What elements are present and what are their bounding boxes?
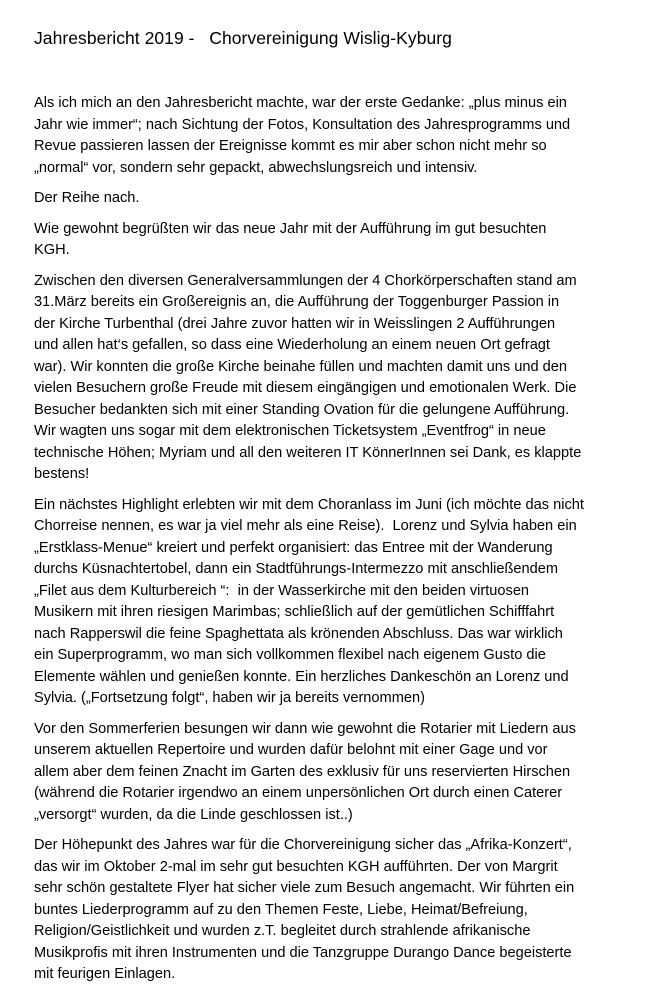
paragraph-line: das wir im Oktober 2-mal im sehr gut besuchten KGH aufführten. Der von Margrit [34, 858, 558, 875]
paragraph-line: der Kirche Turbenthal (drei Jahre zuvor hatten wir in Weisslingen 2 Aufführungen [34, 315, 556, 332]
paragraph-line: (während die Rotarier irgendwo an einem unpersönlichen Ort durch einen Caterer [34, 785, 563, 801]
paragraph-line: durchs Küsnachtertobel, dann ein Stadtführungs-Intermezzo mit anschließendem [34, 561, 559, 577]
paragraph-line: unserem aktuellen Repertoire und wurden dafür belohnt mit einer Gage und vor [34, 742, 548, 758]
paragraph-line: Zwischen den diversen Generalversammlungen der 4 Chorkörperschaften stand am [34, 272, 577, 289]
paragraph-line: Jahr wie immer“; nach Sichtung der Fotos, Konsultation des Jahresprogramms und [34, 116, 571, 133]
paragraph-line: sehr schön gestaltete Flyer hat sicher viele zum Besuch angemacht. Wir führten ein [34, 880, 575, 896]
paragraph-line: und allen hat‘s gefallen, so dass eine Wiederholung an einem neuen Ort gefragt [34, 337, 550, 353]
paragraph-line: ein Superprogramm, wo man sich vollkommen flexibel nach eigenem Gusto die [34, 647, 546, 663]
paragraph-line: technische Höhen; Myriam und all den weiteren IT KönnerInnen sei Dank, es klappte [34, 444, 582, 461]
paragraph [34, 719, 634, 827]
paragraph-line: Chorreise nennen, es war ja viel mehr als eine Reise). Lorenz und Sylvia haben ein [34, 518, 577, 534]
paragraph-line: Religion/Geistlichkeit und wurden z.T. begleitet durch strahlende afrikanische [34, 923, 531, 939]
paragraph-line: Vor den Sommerferien besungen wir dann wie gewohnt die Rotarier mit Liedern aus [34, 720, 576, 737]
paragraph-line: „normal“ vor, sondern sehr gepackt, abwechslungsreich und intensiv. [34, 159, 478, 176]
paragraph-line: allem aber dem feinen Znacht im Garten des exklusiv für uns reservierten Hirschen [34, 763, 571, 780]
paragraph [34, 271, 634, 486]
paragraph-line: Der Reihe nach. [34, 190, 140, 206]
paragraph-line: Wir wagten uns sogar mit dem elektronischen Ticketsystem „Eventfrog“ in neue [34, 423, 546, 439]
paragraph-line: KGH. [34, 242, 70, 258]
paragraph-line: Besucher bedankten sich mit einer Standing Ovation für die gelungene Aufführung. [34, 401, 570, 418]
paragraph-line: buntes Liederprogramm auf zu den Themen Feste, Liebe, Heimat/Befreiung, [34, 901, 528, 918]
paragraph-line: Sylvia. („Fortsetzung folgt“, haben wir ja bereits vernommen) [34, 690, 425, 706]
paragraph-line: war). Wir konnten die große Kirche beinahe füllen und machten damit uns und den [34, 358, 567, 375]
paragraph [34, 495, 634, 710]
paragraph-line: Wie gewohnt begrüßten wir das neue Jahr mit der Aufführung im gut besuchten [34, 220, 547, 237]
paragraph-line: 31.März bereits ein Großereignis an, die Aufführung der Toggenburger Passion in [34, 294, 560, 310]
paragraph-line: Musikern mit ihren riesigen Marimbas; schließlich auf der gemütlichen Schifffahrt [34, 604, 555, 620]
paragraph-line: Revue passieren lassen der Ereignisse kommt es mir aber schon nicht mehr so [34, 138, 547, 154]
paragraph-line: bestens! [34, 466, 90, 482]
paragraph-line: Als ich mich an den Jahresbericht machte, war der erste Gedanke: „plus minus ein [34, 95, 567, 111]
paragraph-line: Musikprofis mit ihren Instrumenten und die Tanzgruppe Durango Dance begeisterte [34, 944, 572, 961]
document-body [34, 93, 634, 995]
document-title: Jahresbericht 2019 - Chorvereinigung Wislig-Kyburg [34, 28, 452, 48]
paragraph [34, 93, 634, 179]
paragraph-line: Ein nächstes Highlight erlebten wir mit dem Choranlass im Juni (ich möchte das nicht [34, 496, 584, 513]
paragraph [34, 219, 634, 262]
paragraph-line: „Erstklass-Menue“ kreiert und perfekt organisiert: das Entree mit der Wanderung [34, 539, 553, 556]
paragraph-line: Elemente wählen und genießen konnte. Ein herzliches Dankeschön an Lorenz und [34, 668, 569, 685]
paragraph [34, 188, 634, 210]
paragraph-line: Der Höhepunkt des Jahres war für die Chorvereinigung sicher das „Afrika-Konzert“, [34, 837, 572, 853]
paragraph-line: nach Rapperswil die feine Spaghettata als krönenden Abschluss. Das war wirklich [34, 625, 563, 642]
paragraph-line: „versorgt“ wurden, da die Linde geschlossen ist..) [34, 806, 353, 823]
paragraph-line: mit feurigen Einlagen. [34, 966, 176, 982]
paragraph [34, 835, 634, 986]
paragraph-line: „Filet aus dem Kulturbereich “: in der Wasserkirche mit den beiden virtuosen [34, 582, 530, 599]
paragraph-line: vielen Besuchern große Freude mit diesem eingängigen und emotionalen Werk. Die [34, 380, 577, 396]
